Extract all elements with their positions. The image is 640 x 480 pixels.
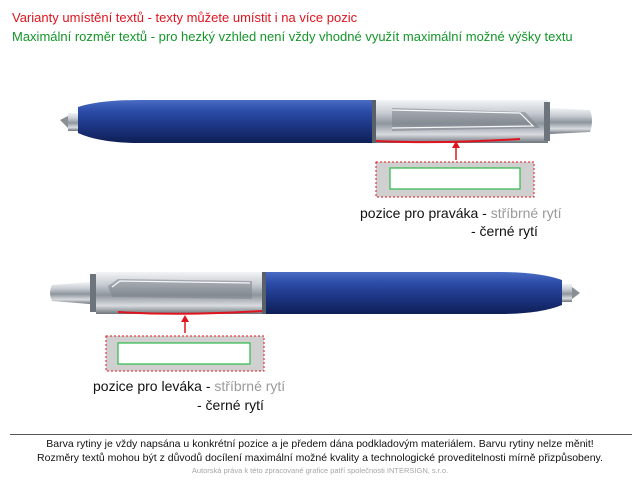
pen-nose-cone xyxy=(562,284,572,302)
copyright-notice: Autorská práva k této zpracované grafice patří společnosti INTERSIGN, s.r.o. xyxy=(191,466,449,475)
right-handed-label-silver: stříbrné rytí xyxy=(490,205,562,221)
header-line-1: Varianty umístění textů - texty můžete umístit i na více pozic xyxy=(12,10,358,25)
header-line-2: Maximální rozměr textů - pro hezký vzhled není vždy vhodné využít maximální možné výšky textu xyxy=(12,29,573,44)
pen-tip xyxy=(572,287,580,299)
pen-left-handed xyxy=(50,272,580,371)
left-handed-label-black: - černé rytí xyxy=(197,397,264,413)
right-handed-label-main: pozice pro praváka - xyxy=(360,205,491,221)
left-handed-label xyxy=(93,378,285,394)
pen-tip xyxy=(60,116,68,128)
footer-line-2: Rozměry textů mohou být z důvodů docílení maximální možné kvality a technologické proveditelnosti mírně přizpůsobeny. xyxy=(37,452,603,464)
pen-barrel xyxy=(266,272,562,314)
text-area-box xyxy=(390,168,520,189)
text-area-box xyxy=(118,343,250,364)
right-handed-label xyxy=(360,205,562,221)
right-handed-label-black: - černé rytí xyxy=(471,223,538,239)
pen-right-handed xyxy=(60,100,592,197)
pen-click-button xyxy=(50,282,90,304)
footer-divider xyxy=(10,434,632,435)
left-handed-label-main: pozice pro leváka - xyxy=(93,378,215,394)
left-handed-label-silver: stříbrné rytí xyxy=(214,378,286,394)
pen-click-button xyxy=(550,108,592,134)
pen-nose-cone xyxy=(68,113,78,131)
pen-barrel xyxy=(78,100,372,143)
footer-line-1: Barva rytiny je vždy napsána u konkrétní pozice a je předem dána podkladovým materiálem. Barvu rytiny nelze měnit! xyxy=(46,438,594,450)
